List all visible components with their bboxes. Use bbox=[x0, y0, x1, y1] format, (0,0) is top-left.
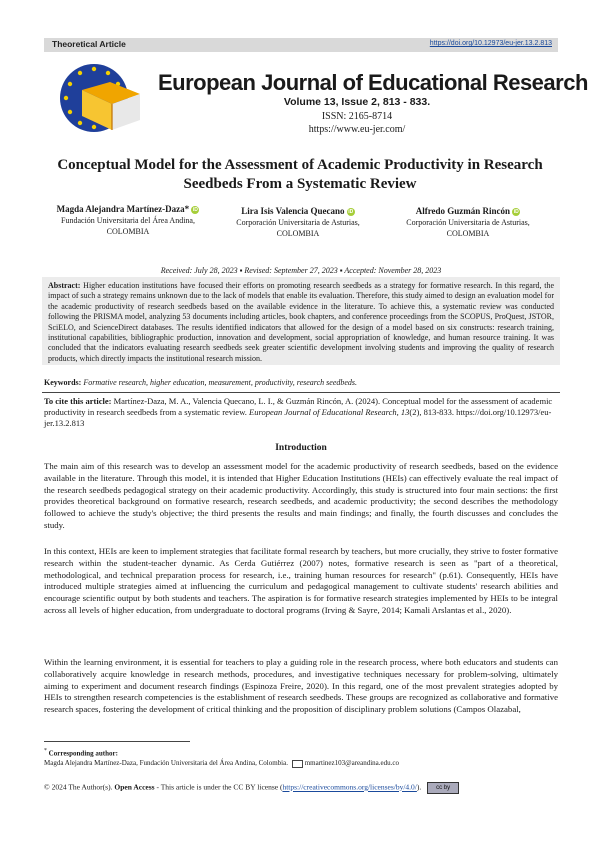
citation-text: Martínez-Daza, M. A., Valencia Quecano, L. I., & Guzmán Rincón, A. (2024). Conceptual model for the assessment of academic productivity in research seedbeds from a systematic review. bbox=[44, 396, 553, 417]
orcid-icon[interactable]: iD bbox=[348, 208, 354, 215]
citation-label: To cite this article: bbox=[44, 396, 112, 406]
keywords bbox=[44, 378, 558, 387]
section-title: Introduction bbox=[275, 443, 327, 453]
orcid-icon[interactable]: iD bbox=[192, 206, 198, 213]
author-block bbox=[218, 206, 378, 239]
body-paragraph: The main aim of this research was to develop an assessment model for the academic productivity of research seedbeds, based on the evidence available in the literature. Through this model, it is intended that Higher Education Institutions (HEIs) can effectively evaluate the real impact of the research seedbeds pedagogical strategy on their academic productivity. Accordingly, this study is structured into four main sections: the first provides theoretical background on formative research, research seedbeds, and academic productivity; the second describes the methodology followed to achieve the study's objective; the third presents the results and main findings; and finally, the fourth discusses and concludes the study. bbox=[44, 461, 558, 530]
author-name: Lira Isis Valencia Quecano iD bbox=[241, 206, 354, 216]
citation-journal: European Journal of Educational Research, 13 bbox=[249, 407, 410, 417]
article-dates: Received: July 28, 2023 ▪ Revised: September 27, 2023 ▪ Accepted: November 28, 2023 bbox=[160, 266, 442, 275]
body-paragraph: Within the learning environment, it is essential for teachers to play a guiding role in the research process, where both educators and students can collaboratively acquire knowledge in research methods, procedures, and investigative techniques necessary for problem-solving, ultimately aiming to experiment and document research findings (Espinoza Freire, 2020). In this regard, one of the most prevalent strategies adopted by HEIs to strengthen research competencies is the establishment of research seedbeds. These groups are recognized as collaborative and formative research spaces, fostering the development of critical thinking and the proposition of disciplinary problem solutions (Campos Olazabal, bbox=[44, 657, 558, 715]
mail-icon bbox=[292, 760, 303, 768]
footnote-label: Corresponding author: bbox=[48, 749, 118, 758]
journal-meta bbox=[250, 96, 464, 137]
paper-title: Conceptual Model for the Assessment of Academic Productivity in Research Seedbeds From a Systematic Review bbox=[57, 157, 543, 192]
open-access-label: Open Access bbox=[114, 782, 155, 792]
abstract-label: Abstract: bbox=[48, 281, 81, 290]
license-line bbox=[44, 782, 558, 794]
keywords-text: Formative research, higher education, measurement, productivity, research seedbeds. bbox=[83, 378, 358, 387]
article-type-label: Theoretical Article bbox=[52, 39, 126, 49]
author-affiliation: Corporación Universitaria de Asturias, COLOMBIA bbox=[236, 218, 360, 238]
author-affiliation: Fundación Universitaria del Área Andina, COLOMBIA bbox=[61, 216, 195, 236]
journal-title: European Journal of Educational Research bbox=[158, 70, 588, 95]
author-block bbox=[388, 206, 548, 239]
journal-volume: Volume 13, Issue 2, 813 - 833. bbox=[283, 96, 431, 108]
abstract-text: Higher education institutions have focused their efforts on promoting research seedbeds as a strategy for formative research. In this regard, the impact of such a strategy remains unknown due to the lack of models that enable its evaluation. Therefore, this study aimed to design an evaluation model for the academic productivity of research seedbeds based on the available evidence in the literature. To achieve this, a systematic review was conducted following the PRISMA model, analyzing 53 documents including articles, book chapters, and conference proceedings from the SCOPUS, ProQuest, JSTOR, SciELO, and ScienceDirect databases. The results identified indicators that allowed for the design of a model based on six constructs: research training, institutional capabilities, bibliographic production, innovation and development, social appropriation of knowledge, and human resource training. It was concluded that the indicators evaluating research seedbeds seek greater scientific development involving students and improving the quality of research products, which directly impacts the institutional research mission. bbox=[48, 281, 554, 363]
journal-issn: ISSN: 2165-8714 bbox=[321, 110, 393, 122]
footnote-marker: * bbox=[44, 748, 47, 754]
divider bbox=[42, 392, 560, 393]
copyright-text: © 2024 The Author(s). bbox=[44, 782, 113, 792]
author-block bbox=[48, 204, 208, 237]
license-link[interactable]: https://creativecommons.org/licenses/by/4.0/ bbox=[282, 782, 417, 792]
cc-by-icon[interactable]: cc by bbox=[427, 782, 459, 794]
journal-logo bbox=[52, 60, 148, 140]
citation-block bbox=[44, 396, 558, 429]
keywords-label: Keywords: bbox=[44, 378, 82, 387]
body-paragraph: In this context, HEIs are keen to implement strategies that facilitate formal research by teachers, but more crucially, they strive to foster formative research within the student-teacher dynamic. As Cerda Gutiérrez (2007) notes, formative research is seen as "part of a theoretical, methodological, and technical preparation process for research, i.e., training human resources for research" (p.61). Consequently, HEIs have introduced multiple strategies aimed at influencing the curriculum and pedagogical management to cultivate students' research abilities and encourage scientific output by both students and teachers. The aspiration is for formative research strategies implemented by HEIs to be integral across all levels of higher education, from undergraduate to doctoral programs (Irving & Sayre, 2014; Kamali Arslantas et al., 2020). bbox=[44, 546, 558, 615]
author-name: Magda Alejandra Martínez-Daza* iD bbox=[56, 204, 198, 214]
journal-url[interactable]: https://www.eu-jer.com/ bbox=[308, 124, 406, 135]
header-bar bbox=[44, 38, 558, 52]
license-suffix: ). bbox=[416, 782, 422, 792]
footnote-divider bbox=[44, 741, 190, 742]
doi-link[interactable]: https://doi.org/10.12973/eu-jer.13.2.813 bbox=[429, 40, 552, 47]
footnote-text: Magda Alejandra Martínez-Daza, Fundación Universitaria del Área Andina, Colombia. bbox=[44, 759, 288, 768]
footnote bbox=[44, 746, 558, 768]
author-name: Alfredo Guzmán Rincón iD bbox=[415, 206, 519, 216]
orcid-icon[interactable]: iD bbox=[513, 208, 519, 215]
citation-tail: (2), 813-833. https://doi.org/10.12973/eu-jer.13.2.813 bbox=[44, 407, 552, 428]
author-affiliation: Corporación Universitaria de Asturias, COLOMBIA bbox=[406, 218, 530, 238]
footnote-email[interactable]: mmartinez103@areandina.edu.co bbox=[304, 759, 399, 768]
abstract-box bbox=[42, 277, 560, 365]
license-text: - This article is under the CC BY license ( bbox=[156, 782, 283, 792]
